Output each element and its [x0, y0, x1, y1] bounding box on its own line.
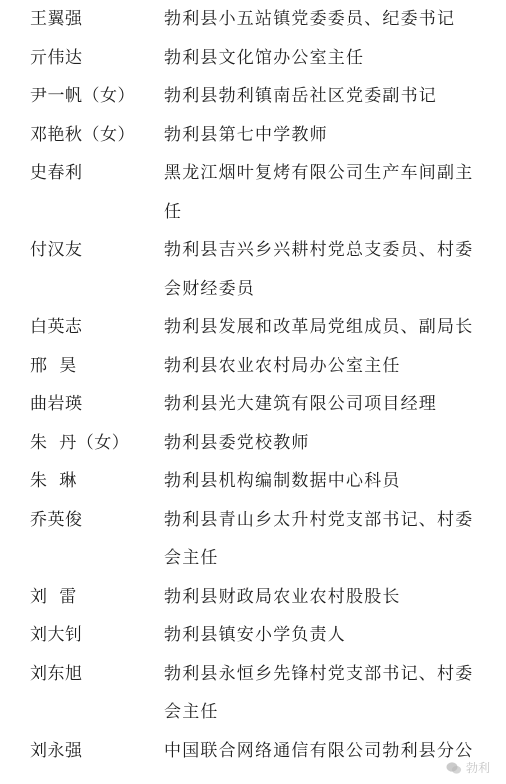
roster-entry: [0, 116, 506, 155]
member-title: 勃利县小五站镇党委委员、纪委书记: [164, 9, 456, 29]
member-title: 勃利县发展和改革局党组成员、副局长: [164, 317, 474, 337]
wechat-logo-icon: [446, 761, 462, 775]
roster-entry: [0, 308, 506, 347]
member-name: 史春利: [30, 163, 83, 183]
member-name: 朱 琳: [30, 471, 77, 491]
member-name: 刘大钊: [30, 625, 83, 645]
roster-entry: [0, 0, 506, 39]
member-name: 乔英俊: [30, 509, 83, 530]
member-title: 勃利县镇安小学负责人: [164, 625, 346, 645]
member-title: 勃利县农业农村局办公室主任: [164, 355, 401, 376]
member-title: 中国联合网络通信有限公司勃利县分公: [164, 740, 474, 761]
member-name: 曲岩瑛: [30, 394, 83, 414]
watermark: [446, 759, 490, 776]
roster-entry: [0, 655, 506, 732]
member-title: 勃利县机构编制数据中心科员: [164, 471, 401, 491]
member-name: 付汉友: [30, 240, 83, 260]
member-title: 勃利县委党校教师: [164, 432, 310, 453]
watermark-text: 勃利: [465, 761, 490, 775]
member-title: 勃利县永恒乡先锋村党支部书记、村委会主任: [164, 663, 474, 722]
roster-entry: [0, 424, 506, 463]
member-title: 勃利县文化馆办公室主任: [164, 47, 365, 68]
member-name: 刘东旭: [30, 663, 83, 684]
member-name: 亓伟达: [30, 47, 83, 68]
member-name: 朱 丹（女）: [30, 432, 130, 453]
member-name: 尹一帆（女）: [30, 86, 135, 106]
member-name: 王翼强: [30, 9, 83, 29]
roster-entry: [0, 77, 506, 116]
member-title: 黑龙江烟叶复烤有限公司生产车间副主任: [164, 163, 474, 222]
member-title: 勃利县财政局农业农村股股长: [164, 586, 401, 607]
roster-entry: [0, 39, 506, 78]
roster-entry: [0, 231, 506, 308]
member-name: 刘 雷: [30, 586, 77, 607]
roster-entry: [0, 616, 506, 655]
roster-entry: [0, 732, 506, 771]
roster-entry: [0, 385, 506, 424]
member-name: 刘永强: [30, 740, 83, 761]
roster-entry: [0, 347, 506, 386]
member-title: 勃利县青山乡太升村党支部书记、村委会主任: [164, 509, 474, 568]
roster-entry: [0, 154, 506, 231]
member-title: 勃利县勃利镇南岳社区党委副书记: [164, 86, 437, 106]
roster-entry: [0, 462, 506, 501]
member-name: 邢 昊: [30, 355, 77, 376]
member-title: 勃利县吉兴乡兴耕村党总支委员、村委会财经委员: [164, 240, 474, 299]
member-title: 勃利县光大建筑有限公司项目经理: [164, 394, 437, 414]
member-name: 邓艳秋（女）: [30, 124, 135, 145]
member-title: 勃利县第七中学教师: [164, 124, 328, 145]
roster-entry: [0, 578, 506, 617]
member-name: 白英志: [30, 317, 83, 337]
roster-entry: [0, 501, 506, 578]
